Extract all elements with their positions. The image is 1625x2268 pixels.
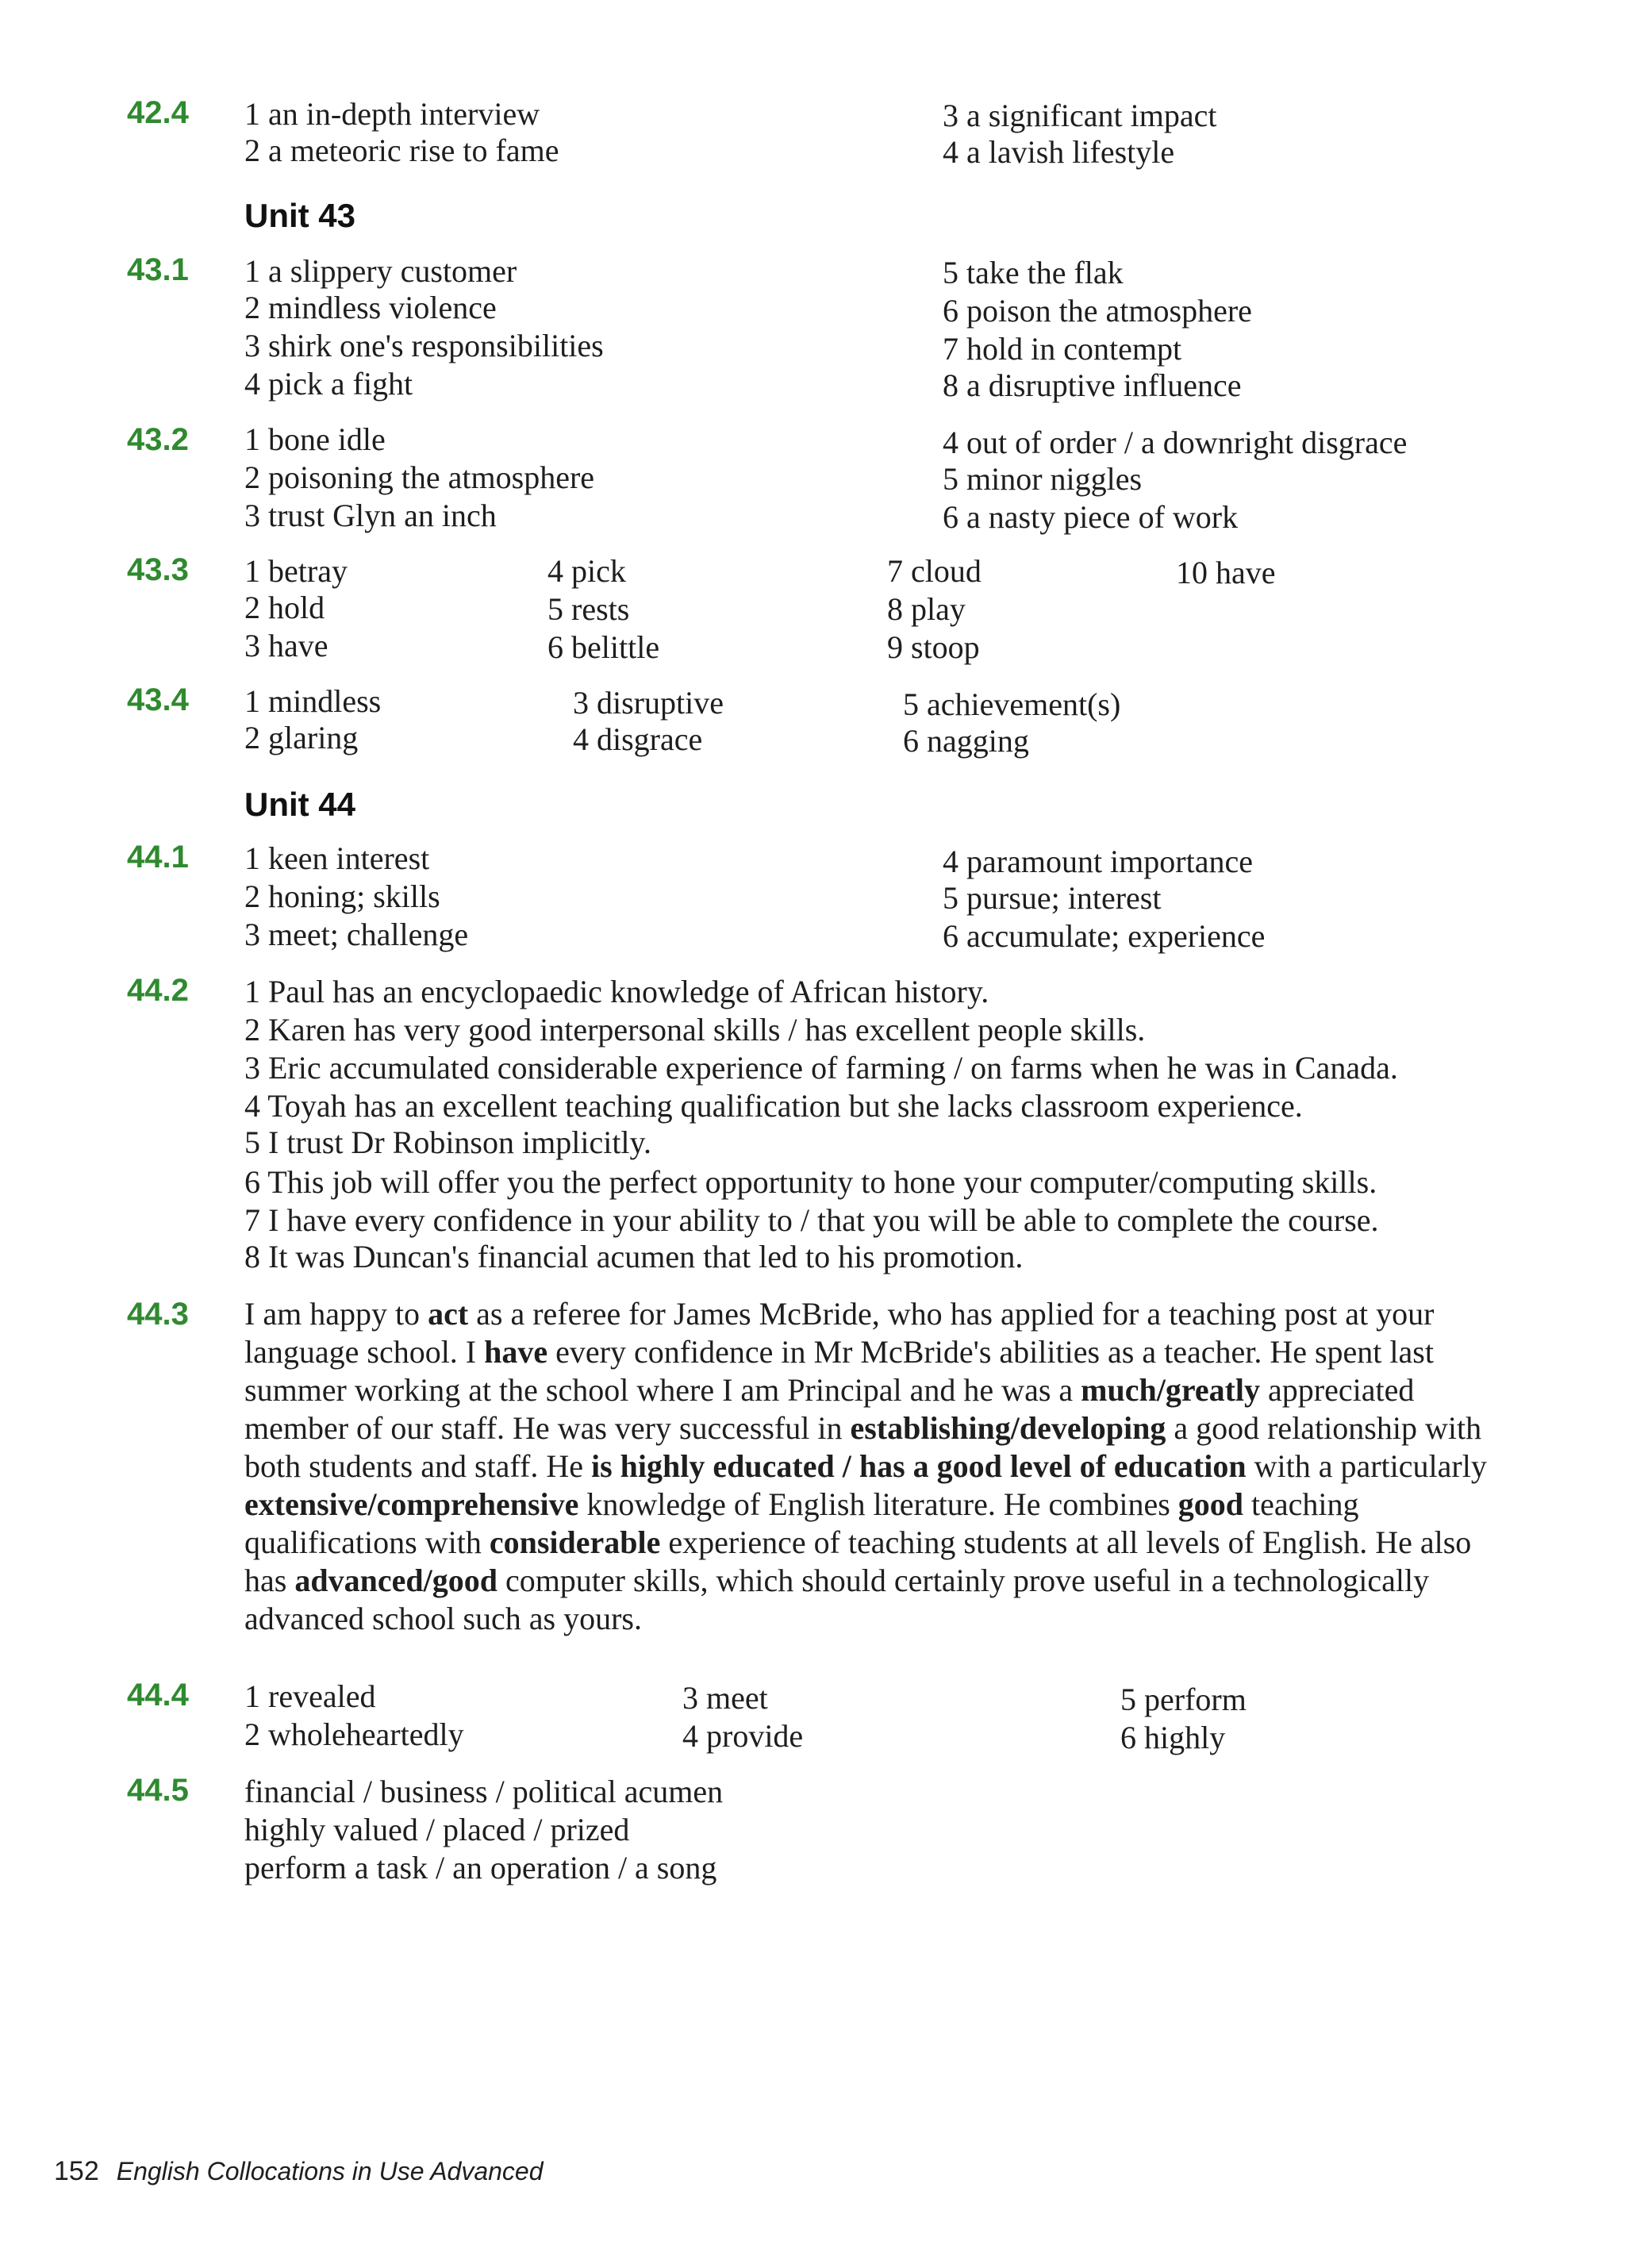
answer-item: 3 trust Glyn an inch xyxy=(244,498,497,533)
answer-item: 5 I trust Dr Robinson implicitly. xyxy=(244,1124,651,1160)
answer-item: 3 Eric accumulated considerable experience of farming / on farms when he was in Canada. xyxy=(244,1050,1398,1086)
text-run: appreciated member of our staff. He was very successful in xyxy=(244,1372,1415,1446)
answer-bold-run: is highly educated / has a good level of education xyxy=(590,1448,1247,1484)
answer-item: 6 poison the atmosphere xyxy=(943,293,1252,329)
answer-item: 1 betray xyxy=(244,553,348,589)
unit-heading: Unit 43 xyxy=(244,197,356,234)
answer-bold-run: advanced/good xyxy=(294,1563,497,1598)
text-run: experience of teaching students at all levels of English. He also has xyxy=(244,1524,1472,1598)
answer-bold-run: act xyxy=(428,1296,469,1332)
answer-item: 2 mindless violence xyxy=(244,290,497,325)
answer-item: 3 meet; challenge xyxy=(244,917,469,952)
answer-item: 5 perform xyxy=(1120,1682,1247,1717)
section-number: 43.3 xyxy=(127,552,189,587)
page-footer xyxy=(54,2155,544,2188)
answer-item: 9 stoop xyxy=(887,629,980,665)
section-number: 44.1 xyxy=(127,840,189,875)
answer-item: 8 play xyxy=(887,591,966,627)
answer-item: 2 glaring xyxy=(244,720,359,755)
answer-item: 7 I have every confidence in your ability to / that you will be able to complete the course. xyxy=(244,1202,1379,1238)
answer-item: 1 a slippery customer xyxy=(244,253,517,289)
answer-item: 5 rests xyxy=(547,591,630,627)
answer-item: 3 meet xyxy=(682,1680,768,1716)
section-number: 43.2 xyxy=(127,422,189,457)
section-number: 44.2 xyxy=(127,973,189,1008)
text-run: with a particularly xyxy=(1246,1448,1487,1484)
answer-item: 3 have xyxy=(244,628,328,663)
answer-item: 7 hold in contempt xyxy=(943,331,1182,367)
answer-item: 4 provide xyxy=(682,1718,804,1754)
answer-item: 2 Karen has very good interpersonal skills / has excellent people skills. xyxy=(244,1012,1146,1048)
answer-item: 2 hold xyxy=(244,590,325,625)
section-number: 43.4 xyxy=(127,682,189,717)
answer-item: 5 achievement(s) xyxy=(903,686,1121,722)
answer-item: 6 accumulate; experience xyxy=(943,918,1266,954)
answer-item: 1 keen interest xyxy=(244,840,430,876)
answer-item: 6 nagging xyxy=(903,723,1029,759)
answer-paragraph xyxy=(244,1295,1514,1638)
answer-bold-run: considerable xyxy=(489,1524,661,1560)
answer-item: 4 a lavish lifestyle xyxy=(943,134,1175,170)
answer-item: 6 a nasty piece of work xyxy=(943,499,1239,535)
section-number: 43.1 xyxy=(127,252,189,287)
section-number: 44.5 xyxy=(127,1773,189,1808)
answer-item: highly valued / placed / prized xyxy=(244,1812,630,1847)
answer-item: 1 revealed xyxy=(244,1678,376,1714)
unit-heading: Unit 44 xyxy=(244,786,356,823)
text-run: teaching qualifications with xyxy=(244,1486,1359,1560)
answer-item: 10 have xyxy=(1176,555,1276,590)
answer-item: 4 Toyah has an excellent teaching qualification but she lacks classroom experience. xyxy=(244,1088,1303,1124)
answer-item: 2 a meteoric rise to fame xyxy=(244,133,559,168)
answer-item: 1 bone idle xyxy=(244,421,386,457)
text-run: a good relationship with both students and staff. He xyxy=(244,1410,1482,1484)
answer-bold-run: good xyxy=(1177,1486,1244,1522)
text-run: knowledge of English literature. He combines xyxy=(578,1486,1178,1522)
answer-item: 1 an in-depth interview xyxy=(244,96,540,132)
answer-item: 1 mindless xyxy=(244,683,382,719)
answer-item: 3 a significant impact xyxy=(943,98,1217,133)
answer-item: 4 paramount importance xyxy=(943,844,1253,879)
answer-item: 4 disgrace xyxy=(573,721,703,757)
answer-item: 6 belittle xyxy=(547,629,660,665)
answer-item: 4 pick a fight xyxy=(244,366,413,402)
answer-item: financial / business / political acumen xyxy=(244,1774,724,1809)
answer-bold-run: extensive/comprehensive xyxy=(244,1486,579,1522)
section-number: 44.3 xyxy=(127,1297,189,1332)
answer-item: 8 It was Duncan's financial acumen that led to his promotion. xyxy=(244,1239,1024,1274)
answer-item: 2 honing; skills xyxy=(244,878,440,914)
text-run: I am happy to xyxy=(244,1296,428,1332)
answer-item: 5 minor niggles xyxy=(943,461,1143,497)
answer-item: perform a task / an operation / a song xyxy=(244,1850,717,1886)
answer-item: 6 highly xyxy=(1120,1720,1226,1755)
text-run: every confidence in Mr McBride's abilities as a teacher. He spent last summer working at the school where I am Principal and he was a xyxy=(244,1334,1434,1408)
section-number: 42.4 xyxy=(127,95,189,130)
answer-bold-run: establishing/developing xyxy=(850,1410,1166,1446)
answer-bold-run: have xyxy=(484,1334,548,1370)
answer-item: 5 pursue; interest xyxy=(943,880,1162,916)
section-number: 44.4 xyxy=(127,1678,189,1713)
answer-item: 2 wholeheartedly xyxy=(244,1716,464,1752)
answer-item: 8 a disruptive influence xyxy=(943,367,1242,403)
answer-item: 3 disruptive xyxy=(573,685,724,721)
answer-bold-run: much/greatly xyxy=(1081,1372,1261,1408)
answer-item: 4 out of order / a downright disgrace xyxy=(943,425,1408,460)
answer-item: 2 poisoning the atmosphere xyxy=(244,459,595,495)
answer-item: 5 take the flak xyxy=(943,255,1124,290)
answer-item: 6 This job will offer you the perfect opportunity to hone your computer/computing skills. xyxy=(244,1164,1377,1200)
answer-item: 4 pick xyxy=(547,553,626,589)
page-number: 152 xyxy=(54,2156,99,2186)
answer-item: 3 shirk one's responsibilities xyxy=(244,328,604,363)
answer-item: 7 cloud xyxy=(887,553,982,589)
book-title: English Collocations in Use Advanced xyxy=(116,2157,544,2185)
text-run: computer skills, which should certainly prove useful in a technologically advanced school such as yours. xyxy=(244,1563,1430,1636)
text-run: as a referee for James McBride, who has applied for a teaching post at your language school. I xyxy=(244,1296,1435,1370)
answer-item: 1 Paul has an encyclopaedic knowledge of African history. xyxy=(244,974,989,1009)
